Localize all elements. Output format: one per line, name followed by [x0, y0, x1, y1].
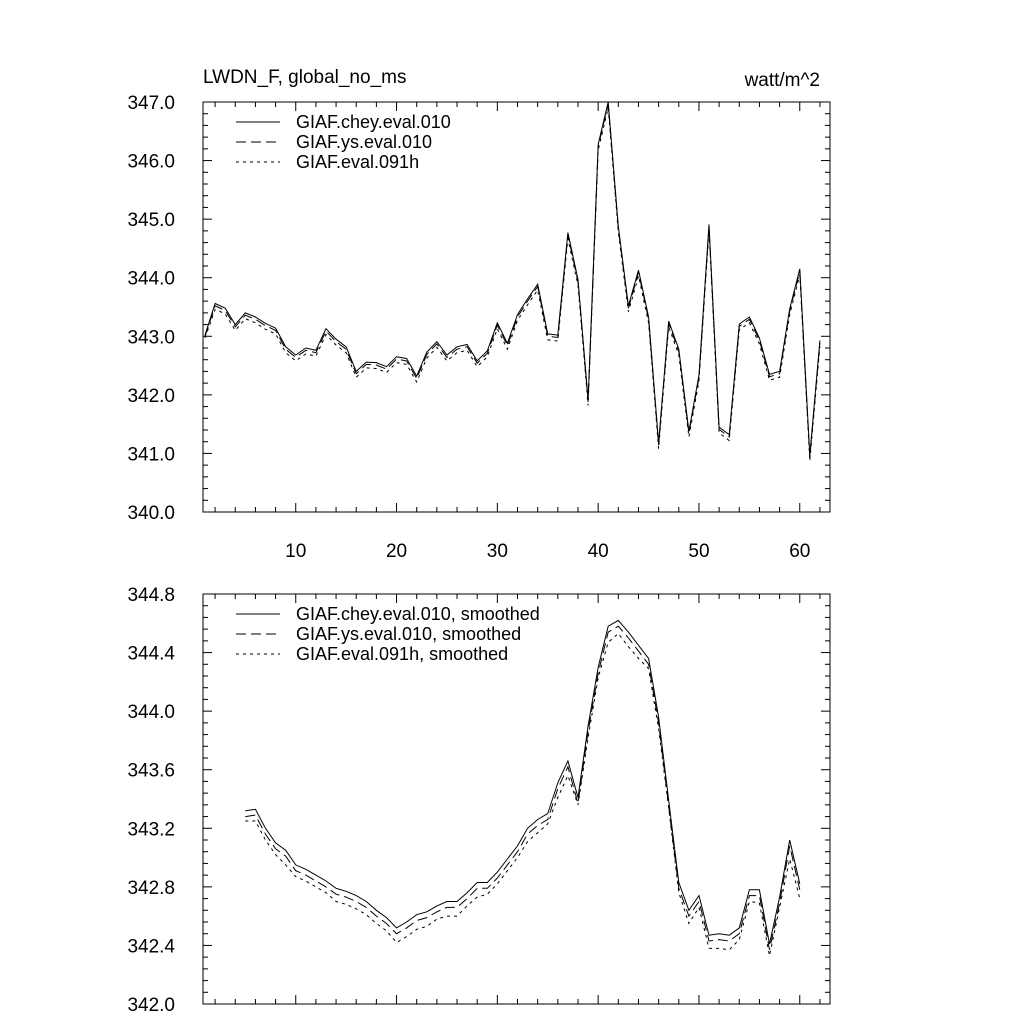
y-tick-label: 342.4 [127, 936, 175, 958]
y-tick-label: 343.2 [127, 819, 175, 841]
panel-title-left: LWDN_F, global_no_ms [203, 67, 407, 88]
x-tick-label: 50 [688, 541, 710, 562]
y-tick-label: 342.8 [127, 877, 175, 899]
y-tick-label: 344.0 [127, 268, 175, 290]
legend-label: GIAF.chey.eval.010 [296, 112, 451, 132]
x-tick-label: 60 [789, 541, 811, 562]
y-tick-label: 344.8 [127, 585, 175, 606]
y-tick-label: 345.0 [127, 210, 175, 232]
x-tick-label: 10 [285, 541, 307, 562]
legend-label: GIAF.eval.091h, smoothed [296, 644, 509, 664]
y-tick-label: 341.0 [127, 444, 175, 466]
legend-label: GIAF.ys.eval.010, smoothed [296, 624, 522, 644]
series-line-1 [245, 620, 800, 944]
top-panel-time-series [127, 93, 830, 562]
y-tick-label: 343.0 [127, 327, 175, 349]
y-tick-label: 347.0 [127, 93, 175, 114]
legend-label: GIAF.ys.eval.010 [296, 132, 433, 152]
y-tick-label: 342.0 [127, 385, 175, 407]
legend-label: GIAF.chey.eval.010, smoothed [296, 604, 540, 624]
y-tick-label: 346.0 [127, 151, 175, 173]
y-tick-label: 343.6 [127, 760, 175, 782]
x-tick-label: 20 [385, 541, 408, 562]
legend-label: GIAF.eval.091h [296, 152, 420, 172]
series-line-2 [245, 626, 800, 950]
x-tick-label: 40 [587, 541, 609, 562]
y-tick-label: 340.0 [127, 503, 175, 524]
y-tick-label: 342.0 [127, 995, 175, 1016]
y-tick-label: 344.0 [127, 702, 175, 724]
bottom-panel-smoothed-series [127, 585, 830, 1016]
panel-title-right: watt/m^2 [744, 70, 820, 91]
y-tick-label: 344.4 [127, 643, 175, 665]
series-line-3 [245, 634, 800, 956]
x-tick-label: 30 [486, 541, 508, 562]
